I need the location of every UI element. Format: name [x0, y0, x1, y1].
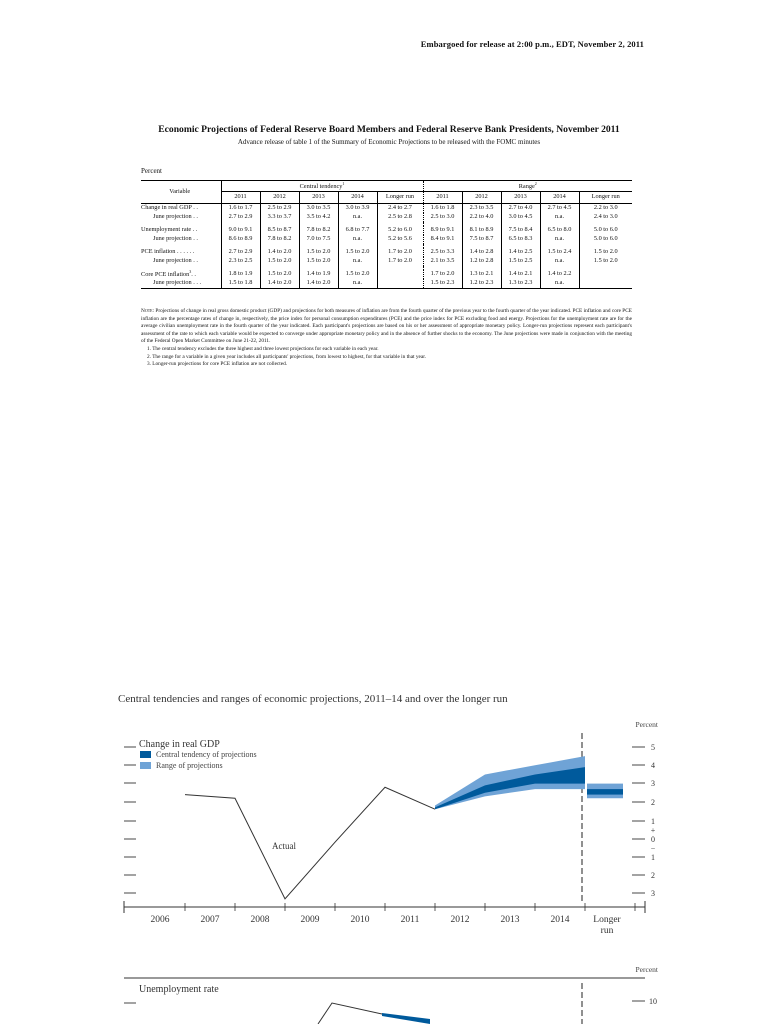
table-cell: 3.3 to 3.7 [260, 213, 299, 222]
x-tick-label: 2013 [500, 915, 520, 925]
y-tick-label: 0 [651, 835, 655, 844]
table-cell: 3.0 to 4.5 [501, 213, 540, 222]
row-label: Change in real GDP . . [141, 204, 221, 214]
row-label: June projection . . [153, 235, 198, 243]
table-cell: 9.0 to 9.1 [221, 226, 260, 235]
table-cell: 1.7 to 2.0 [423, 270, 462, 279]
annotation-actual: Actual [272, 841, 296, 851]
y-tick-label: 4 [651, 761, 655, 770]
table-cell: 1.5 to 2.0 [260, 257, 299, 266]
table-cell: 2.5 to 2.8 [377, 213, 423, 222]
table-cell: 3.5 to 4.2 [299, 213, 338, 222]
y-sign-label: − [650, 844, 656, 853]
footnote-1: 1. The central tendency excludes the three highest and three lowest projections for each variable in each year. [147, 345, 379, 352]
table-cell: 1.5 to 2.0 [260, 270, 299, 279]
x-tick-label: 2007 [200, 915, 220, 925]
table-cell: 1.5 to 2.0 [338, 270, 377, 279]
table-cell: 5.0 to 6.0 [579, 235, 632, 244]
footnote-3: 3. Longer-run projections for core PCE inflation are not collected. [147, 361, 288, 368]
variable-header: Variable [141, 181, 221, 204]
table-cell: 1.5 to 2.4 [540, 248, 579, 257]
year-header: 2012 [260, 192, 299, 204]
table-cell: 1.2 to 2.8 [462, 257, 501, 266]
table-cell: 5.2 to 6.0 [377, 226, 423, 235]
table-cell: n.a. [338, 279, 377, 289]
y-sign-label: + [650, 826, 656, 835]
table-cell: 2.3 to 2.5 [221, 257, 260, 266]
legend-swatch-range [140, 762, 151, 769]
table-cell: 1.7 to 2.0 [377, 257, 423, 266]
table-note: Note: Projections of change in real gross domestic product (GDP) and projections for both measures of inflation are from the fourth quarter of the previous year to the fourth quarter of the year indicated. PCE inflation and core PCE inflation are the percentage rates of change in, respectively, the price index for personal consumption expenditures (PCE) and the price index for PCE excluding food and energy. Projections for the unemployment rate are for the average civilian unemployment rate in the fourth quarter of the year indicated. Each participant's projections are based on his or her assessment of appropriate monetary policy. Longer-run projections represent each participant's assessment of the rate to which each variable would be expected to converge under appropriate monetary policy and in the absence of further shocks to the economy. The June projections were made in conjunction with the meeting of the Federal Open Market Committee on June 21-22, 2011. [141, 308, 632, 345]
percent-label: Percent [635, 720, 658, 729]
y-tick-label: 3 [651, 779, 655, 788]
table-cell: 3.0 to 3.9 [338, 204, 377, 214]
document-subtitle: Advance release of table 1 of the Summary of Economic Projections to be released with the FOMC minutes [237, 138, 541, 146]
percent-label: Percent [635, 965, 658, 974]
table-cell: 1.4 to 2.0 [299, 279, 338, 289]
table-cell: n.a. [338, 257, 377, 266]
table-cell: 8.5 to 8.7 [260, 226, 299, 235]
y-tick-label: 5 [651, 743, 655, 752]
footnote-2: 2. The range for a variable in a given year includes all participants' projections, from lowest to highest, for that variable in that year. [147, 353, 426, 360]
range-header: Range$^2$ [423, 181, 632, 192]
table-cell: 1.5 to 2.0 [299, 248, 338, 257]
table-cell: n.a. [338, 213, 377, 222]
y-tick-label: 10 [649, 997, 657, 1006]
central-tendency-header: Central tendency$^1$ [221, 181, 423, 192]
x-tick-label: run [600, 926, 614, 936]
table-cell: 2.4 to 3.0 [579, 213, 632, 222]
table-cell: 2.4 to 2.7 [377, 204, 423, 214]
table-cell: 1.4 to 2.0 [260, 279, 299, 289]
table-cell: n.a. [540, 257, 579, 266]
table-cell: 1.6 to 1.7 [221, 204, 260, 214]
table-cell: n.a. [540, 279, 579, 289]
table-cell: 1.4 to 2.0 [260, 248, 299, 257]
table-cell: 1.5 to 1.8 [221, 279, 260, 289]
unemployment-central-band [382, 1013, 430, 1024]
year-header: Longer run [377, 192, 423, 204]
table-cell: 2.1 to 3.5 [423, 257, 462, 266]
table-cell: 1.5 to 2.0 [579, 257, 632, 266]
document-title: Economic Projections of Federal Reserve Board Members and Federal Reserve Bank Presidents, November 2011 [158, 124, 620, 135]
table-cell: 2.7 to 2.9 [221, 248, 260, 257]
legend-label-range: Range of projections [156, 761, 223, 770]
year-header: 2011 [423, 192, 462, 204]
table-cell: n.a. [540, 213, 579, 222]
table-cell: n.a. [540, 235, 579, 244]
year-header: 2013 [299, 192, 338, 204]
table-cell: 6.5 to 8.3 [501, 235, 540, 244]
legend-swatch-central [140, 751, 151, 758]
table-cell: 8.4 to 9.1 [423, 235, 462, 244]
table-cell: 6.8 to 7.7 [338, 226, 377, 235]
table-cell: 1.4 to 1.9 [299, 270, 338, 279]
year-header: 2011 [221, 192, 260, 204]
table-cell: 8.9 to 9.1 [423, 226, 462, 235]
row-label: June projection . . [153, 257, 198, 265]
y-tick-label: 2 [651, 871, 655, 880]
x-tick-label: Longer [593, 915, 621, 925]
table-cell: 1.5 to 2.0 [299, 257, 338, 266]
table-cell: 1.7 to 2.0 [377, 248, 423, 257]
panel-title-unemployment: Unemployment rate [139, 984, 219, 995]
year-header: 2014 [338, 192, 377, 204]
x-tick-label: 2006 [150, 915, 170, 925]
table-cell: 2.7 to 4.0 [501, 204, 540, 214]
table-cell: 1.3 to 2.3 [501, 279, 540, 289]
x-tick-label: 2011 [400, 915, 420, 925]
table-cell: 1.5 to 2.0 [338, 248, 377, 257]
table-cell: 1.4 to 2.1 [501, 270, 540, 279]
row-label: Core PCE inflation$^3$. . [141, 269, 197, 279]
table-cell: 5.0 to 6.0 [579, 226, 632, 235]
table-cell: 7.8 to 8.2 [260, 235, 299, 244]
table-cell: 7.0 to 7.5 [299, 235, 338, 244]
table-cell: 1.4 to 2.2 [540, 270, 579, 279]
row-label: Unemployment rate . . [141, 226, 198, 234]
x-tick-label: 2009 [300, 915, 320, 925]
gdp-actual-line [185, 787, 435, 899]
y-tick-label: 3 [651, 889, 655, 898]
x-tick-label: 2010 [350, 915, 370, 925]
table-cell: 7.5 to 8.4 [501, 226, 540, 235]
x-tick-label: 2012 [450, 915, 470, 925]
table-cell: 5.2 to 5.6 [377, 235, 423, 244]
table-cell: n.a. [338, 235, 377, 244]
year-header: 2013 [501, 192, 540, 204]
table-cell: 2.2 to 3.0 [579, 204, 632, 214]
table-cell: 1.5 to 2.5 [501, 257, 540, 266]
row-label: June projection . . . [141, 279, 221, 289]
unemployment-actual-line [318, 1003, 382, 1024]
table-cell: 6.5 to 8.0 [540, 226, 579, 235]
table-cell: 8.1 to 8.9 [462, 226, 501, 235]
row-label: PCE inflation . . . . . . [141, 248, 195, 256]
figure-title: Central tendencies and ranges of economic projections, 2011–14 and over the longer run [118, 693, 508, 705]
table-cell: 1.5 to 2.0 [579, 248, 632, 257]
table-cell: 2.5 to 3.3 [423, 248, 462, 257]
table-cell: 2.2 to 4.0 [462, 213, 501, 222]
table-cell: 2.5 to 2.9 [260, 204, 299, 214]
row-label: June projection . . [153, 213, 198, 221]
table-cell: 1.5 to 2.3 [423, 279, 462, 289]
table-unit-label: Percent [141, 167, 162, 175]
table-cell: 1.3 to 2.1 [462, 270, 501, 279]
table-cell: 8.6 to 8.9 [221, 235, 260, 244]
table-cell: 3.0 to 3.5 [299, 204, 338, 214]
table-cell: 2.3 to 3.5 [462, 204, 501, 214]
table-cell: 7.8 to 8.2 [299, 226, 338, 235]
x-tick-label: 2008 [250, 915, 270, 925]
gdp-longer-run-central [587, 789, 623, 794]
panel-title-gdp: Change in real GDP [139, 739, 220, 750]
table-cell: 1.4 to 2.5 [501, 248, 540, 257]
table-cell: 1.8 to 1.9 [221, 270, 260, 279]
year-header: 2014 [540, 192, 579, 204]
table-cell: 7.5 to 8.7 [462, 235, 501, 244]
y-tick-label: 1 [651, 817, 655, 826]
embargo-notice: Embargoed for release at 2:00 p.m., EDT, November 2, 2011 [420, 39, 644, 49]
table-cell: 2.7 to 4.5 [540, 204, 579, 214]
year-header: 2012 [462, 192, 501, 204]
legend-label-central: Central tendency of projections [156, 750, 257, 759]
table-cell: 1.6 to 1.8 [423, 204, 462, 214]
y-tick-label: 1 [651, 853, 655, 862]
table-cell: 1.2 to 2.3 [462, 279, 501, 289]
table-cell: 2.5 to 3.0 [423, 213, 462, 222]
x-tick-label: 2014 [550, 915, 570, 925]
table-cell: 1.4 to 2.8 [462, 248, 501, 257]
table-cell: 2.7 to 2.9 [221, 213, 260, 222]
y-tick-label: 2 [651, 798, 655, 807]
year-header: Longer run [579, 192, 632, 204]
